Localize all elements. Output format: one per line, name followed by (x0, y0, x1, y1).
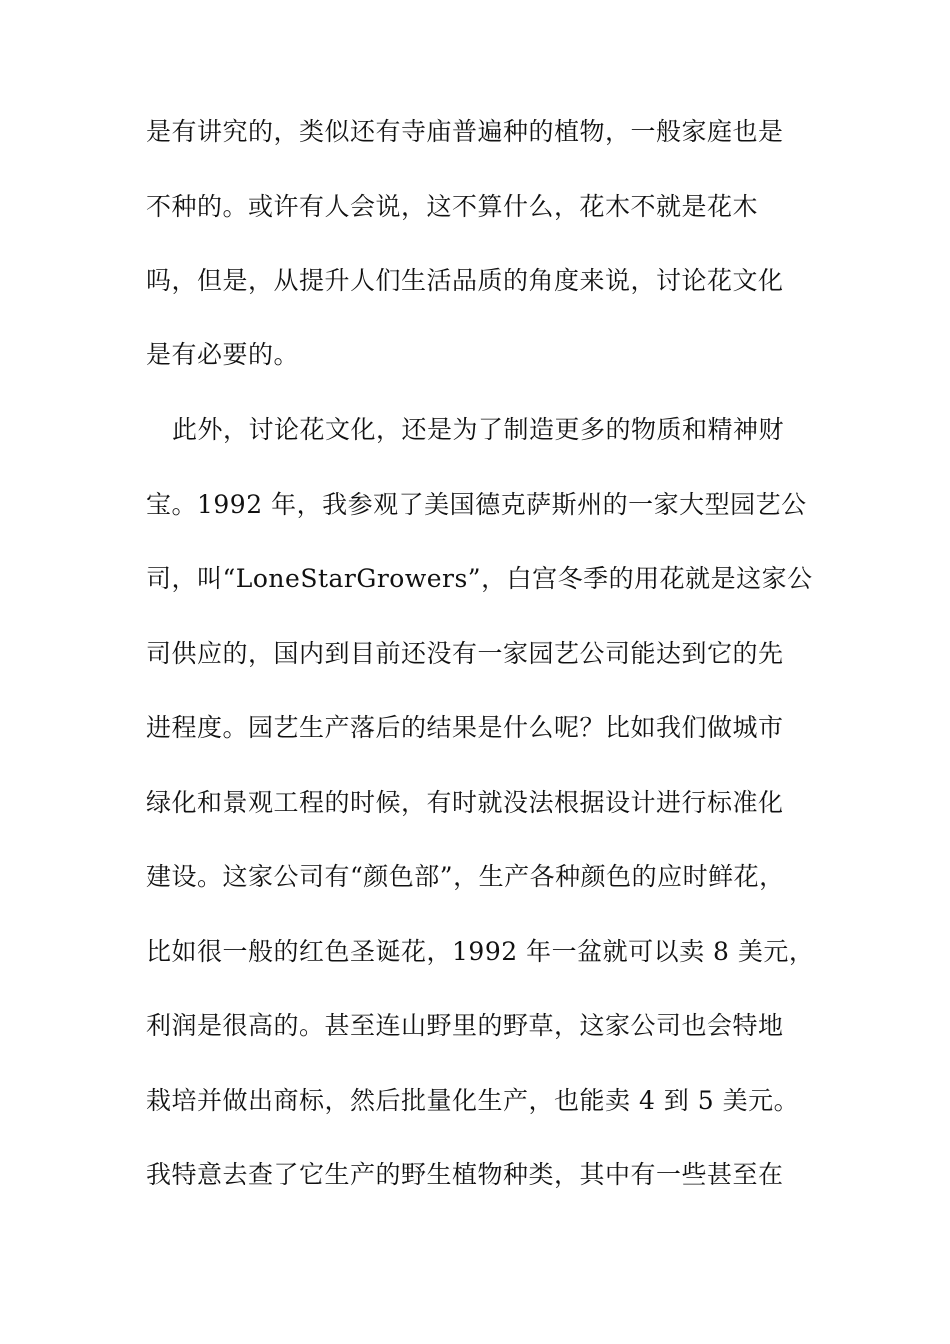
text-line: 是有讲究的，类似还有寺庙普遍种的植物，一般家庭也是 (146, 117, 784, 146)
text-line: 吗，但是，从提升人们生活品质的角度来说，讨论花文化 (146, 266, 784, 295)
text-line: 比如很一般的红色圣诞花，1992 年一盆就可以卖 8 美元， (146, 937, 815, 966)
text-line: 利润是很高的。甚至连山野里的野草，这家公司也会特地 (146, 1011, 784, 1040)
text-line: 司供应的，国内到目前还没有一家园艺公司能达到它的先 (146, 639, 784, 668)
text-line: 不种的。或许有人会说，这不算什么，花木不就是花木 (146, 192, 759, 221)
text-line: 进程度。园艺生产落后的结果是什么呢？比如我们做城市 (146, 713, 784, 742)
text-line: 建设。这家公司有“颜色部”，生产各种颜色的应时鲜花， (146, 862, 785, 891)
paragraph-start-line: 此外，讨论花文化，还是为了制造更多的物质和精神财 (172, 415, 785, 444)
text-line: 绿化和景观工程的时候，有时就没法根据设计进行标准化 (146, 788, 784, 817)
text-line: 栽培并做出商标，然后批量化生产，也能卖 4 到 5 美元。 (146, 1086, 800, 1115)
text-line: 我特意去查了它生产的野生植物种类，其中有一些甚至在 (146, 1160, 784, 1189)
text-line: 司，叫“LoneStarGrowers”，白宫冬季的用花就是这家公 (146, 564, 813, 593)
text-line: 是有必要的。 (146, 340, 300, 369)
text-line: 宝。1992 年，我参观了美国德克萨斯州的一家大型园艺公 (146, 490, 807, 519)
